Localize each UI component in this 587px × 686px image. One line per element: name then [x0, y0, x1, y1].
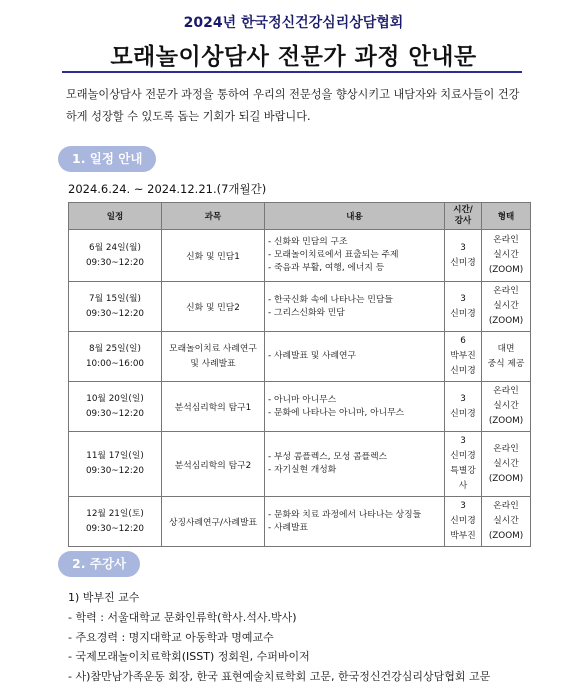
section-instructor-heading: 2. 주강사	[58, 551, 140, 577]
instructor-line: 특별강사	[448, 464, 478, 494]
instructor-line: 3	[448, 499, 478, 514]
cell-format	[482, 432, 531, 497]
intro-line: 모래놀이상담사 전문가 과정을 통하여 우리의 전문성을 향상시키고 내담자와 치료사들이 건강	[66, 84, 536, 106]
cell-date	[69, 230, 162, 282]
cell-instructor	[445, 282, 482, 332]
format-line: 실시간	[485, 299, 527, 314]
date-line: 09:30~12:20	[72, 256, 158, 271]
cell-subject: 분석심리학의 탐구2	[162, 432, 265, 497]
header-time-instructor: 시간/ 강사	[445, 203, 482, 230]
date-line: 7월 15일(월)	[72, 292, 158, 307]
cell-date	[69, 282, 162, 332]
table-header-row	[69, 203, 531, 230]
cell-instructor	[445, 332, 482, 382]
format-line: 온라인	[485, 233, 527, 248]
cell-instructor	[445, 497, 482, 547]
intro-paragraph	[66, 84, 536, 128]
instructor-line: 3	[448, 434, 478, 449]
date-line: 09:30~12:20	[72, 464, 158, 479]
format-line: 실시간	[485, 457, 527, 472]
cell-format	[482, 282, 531, 332]
content-line: - 그리스신화와 민담	[268, 307, 441, 320]
cell-content	[265, 332, 445, 382]
format-line: 온라인	[485, 499, 527, 514]
table-row	[69, 497, 531, 547]
cell-subject: 신화 및 민담1	[162, 230, 265, 282]
instructor-line: 3	[448, 292, 478, 307]
content-line: - 모래놀이치료에서 표출되는 주제	[268, 249, 441, 262]
cell-content	[265, 497, 445, 547]
format-line: 중식 제공	[485, 357, 527, 372]
instructor-line: 박부진	[448, 349, 478, 364]
format-line: 실시간	[485, 514, 527, 529]
instructor-line: 신미경	[448, 514, 478, 529]
format-line: 실시간	[485, 248, 527, 263]
date-line: 10:00~16:00	[72, 357, 158, 372]
schedule-table	[68, 202, 531, 547]
date-line: 09:30~12:20	[72, 407, 158, 422]
page-title: 모래놀이상담사 전문가 과정 안내문	[0, 38, 587, 71]
instructor-name: 1) 박부진 교수	[68, 588, 490, 608]
date-line: 12월 21일(토)	[72, 507, 158, 522]
bio-item: - 학력 : 서울대학교 문화인류학(학사.석사.박사)	[68, 608, 490, 628]
content-line: - 자기실현 개성화	[268, 464, 441, 477]
instructor-line: 박부진	[448, 529, 478, 544]
format-line: (ZOOM)	[485, 529, 527, 544]
cell-content	[265, 282, 445, 332]
table-row	[69, 432, 531, 497]
header-subject: 과목	[162, 203, 265, 230]
subject-line: 모래놀이치료 사례연구	[165, 342, 261, 357]
content-line: - 한국신화 속에 나타나는 민담들	[268, 294, 441, 307]
cell-subject: 분석심리학의 탐구1	[162, 382, 265, 432]
format-line: (ZOOM)	[485, 414, 527, 429]
instructor-line: 신미경	[448, 364, 478, 379]
date-line: 09:30~12:20	[72, 522, 158, 537]
course-period: 2024.6.24. ~ 2024.12.21.(7개월간)	[68, 181, 266, 197]
bio-item: - 국제모래놀이치료학회(ISST) 정회원, 수퍼바이저	[68, 647, 490, 667]
date-line: 11월 17일(일)	[72, 449, 158, 464]
bio-item: - 주요경력 : 명지대학교 아동학과 명예교수	[68, 628, 490, 648]
header-format: 형태	[482, 203, 531, 230]
cell-instructor	[445, 230, 482, 282]
instructor-line: 3	[448, 392, 478, 407]
cell-date	[69, 332, 162, 382]
section-schedule-heading: 1. 일정 안내	[58, 146, 156, 172]
instructor-line: 6	[448, 334, 478, 349]
cell-content	[265, 230, 445, 282]
cell-subject: 상징사례연구/사례발표	[162, 497, 265, 547]
format-line: (ZOOM)	[485, 314, 527, 329]
format-line: 대면	[485, 342, 527, 357]
cell-subject	[162, 332, 265, 382]
cell-date	[69, 382, 162, 432]
instructor-line: 신미경	[448, 307, 478, 322]
table-row	[69, 382, 531, 432]
format-line: (ZOOM)	[485, 263, 527, 278]
format-line: 온라인	[485, 284, 527, 299]
content-line: - 문화에 나타나는 아니마, 아니무스	[268, 407, 441, 420]
cell-content	[265, 432, 445, 497]
header-content: 내용	[265, 203, 445, 230]
date-line: 8월 25일(일)	[72, 342, 158, 357]
date-line: 6월 24일(월)	[72, 241, 158, 256]
cell-date	[69, 497, 162, 547]
content-line: - 사례발표	[268, 522, 441, 535]
instructor-line: 신미경	[448, 407, 478, 422]
content-line: - 죽음과 부활, 여행, 에너지 등	[268, 262, 441, 275]
content-line: - 신화와 민담의 구조	[268, 236, 441, 249]
cell-content	[265, 382, 445, 432]
table-row	[69, 282, 531, 332]
header-date: 일정	[69, 203, 162, 230]
cell-instructor	[445, 382, 482, 432]
format-line: 온라인	[485, 442, 527, 457]
cell-format	[482, 332, 531, 382]
format-line: 온라인	[485, 384, 527, 399]
date-line: 09:30~12:20	[72, 307, 158, 322]
instructor-line: 신미경	[448, 449, 478, 464]
intro-line: 하게 성장할 수 있도록 돕는 기회가 되길 바랍니다.	[66, 106, 536, 128]
content-line: - 문화와 치료 과정에서 나타나는 상징들	[268, 509, 441, 522]
content-line: - 부성 콤플렉스, 모성 콤플렉스	[268, 451, 441, 464]
content-line: - 아니마 아니무스	[268, 394, 441, 407]
instructor-line: 신미경	[448, 256, 478, 271]
content-line: - 사례발표 및 사례연구	[268, 350, 441, 363]
subject-line: 및 사례발표	[165, 357, 261, 372]
cell-format	[482, 230, 531, 282]
instructor-bio	[68, 588, 490, 686]
organization-name: 2024년 한국정신건강심리상담협회	[0, 12, 587, 32]
cell-format	[482, 382, 531, 432]
table-row	[69, 230, 531, 282]
cell-date	[69, 432, 162, 497]
cell-instructor	[445, 432, 482, 497]
bio-item: - 사)참만남가족운동 회장, 한국 표현예술치료학회 고문, 한국정신건강심리상담협회 고문	[68, 667, 490, 686]
format-line: (ZOOM)	[485, 472, 527, 487]
cell-format	[482, 497, 531, 547]
instructor-line: 3	[448, 241, 478, 256]
table-row	[69, 332, 531, 382]
title-divider	[62, 71, 522, 73]
cell-subject: 신화 및 민담2	[162, 282, 265, 332]
format-line: 실시간	[485, 399, 527, 414]
date-line: 10월 20일(일)	[72, 392, 158, 407]
